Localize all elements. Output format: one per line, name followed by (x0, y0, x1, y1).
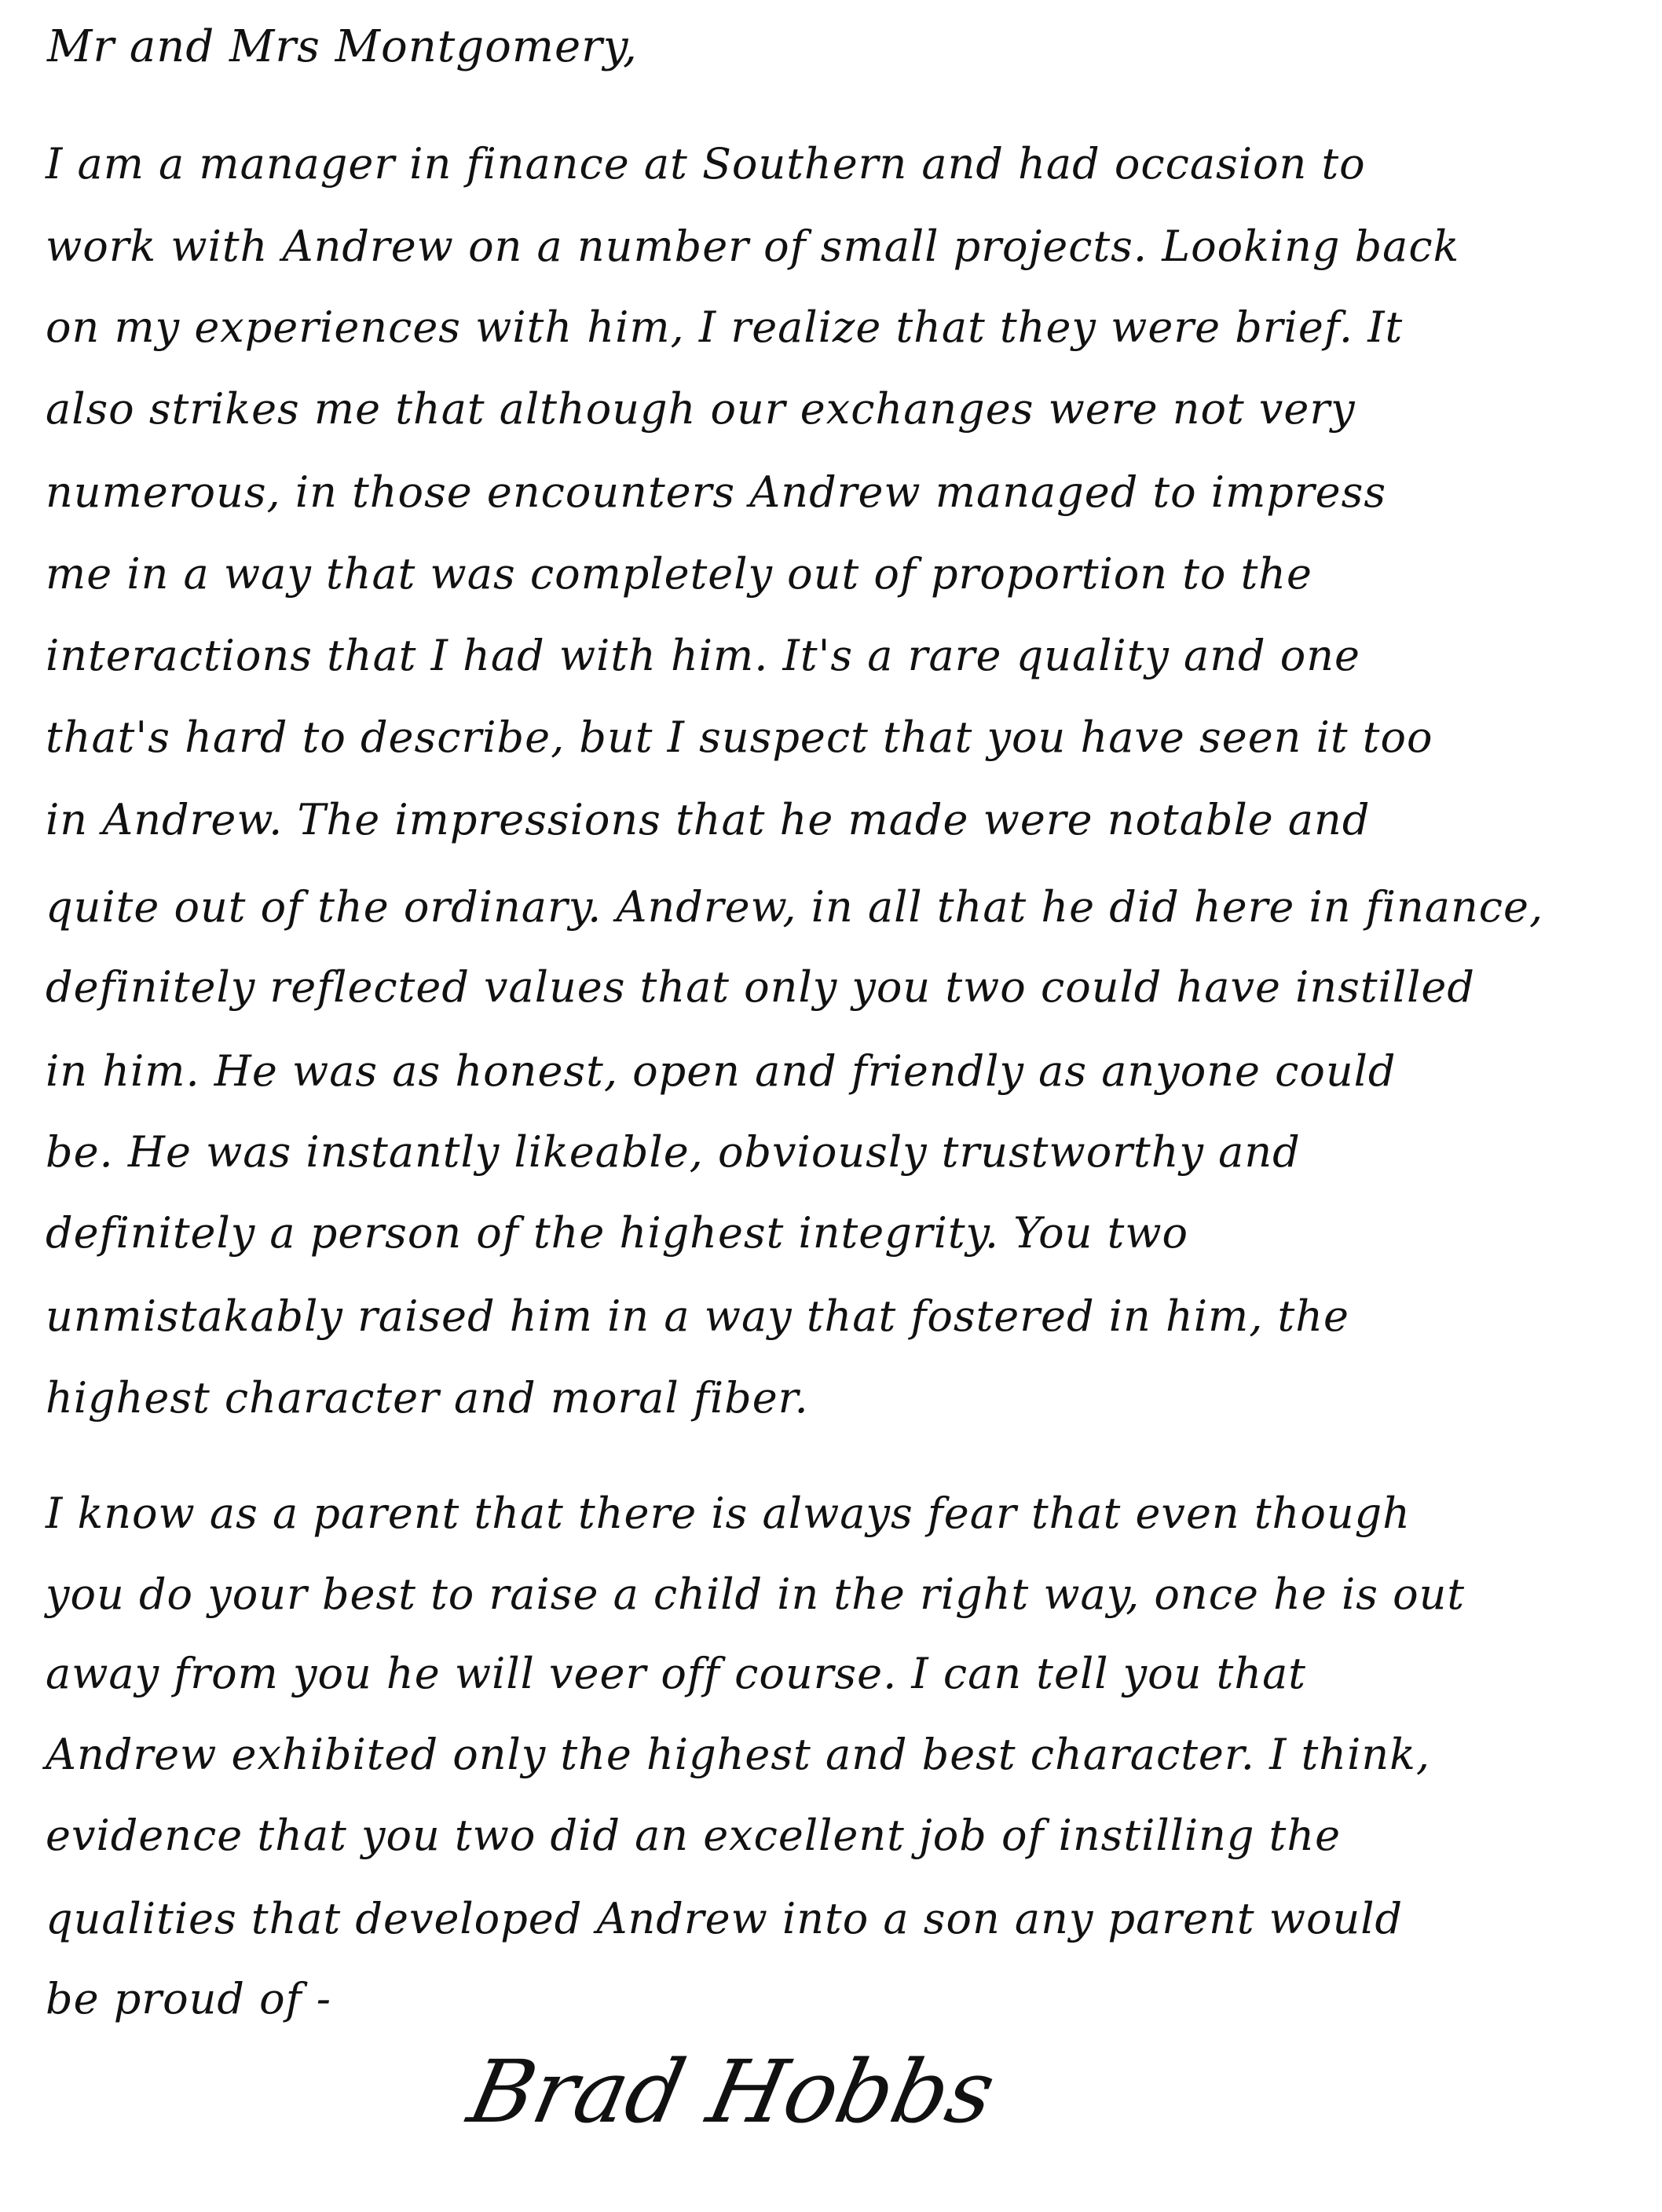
letter-line: evidence that you two did an excellent job of instilling the (46, 1811, 1342, 1860)
letter-line: quite out of the ordinary. Andrew, in all that he did here in finance, (46, 882, 1544, 932)
letter-line: be. He was instantly likeable, obviously trustworthy and (46, 1127, 1301, 1177)
letter-line: definitely a person of the highest integrity. You two (46, 1208, 1189, 1258)
letter-line: I am a manager in finance at Southern and had occasion to (46, 139, 1366, 189)
letter-line: away from you he will veer off course. I can tell you that (46, 1649, 1306, 1698)
letter-line: Andrew exhibited only the highest and best character. I think, (46, 1730, 1430, 1779)
letter-line: me in a way that was completely out of proportion to the (46, 549, 1313, 599)
letter-line: unmistakably raised him in a way that fostered in him, the (46, 1291, 1349, 1341)
letter-line: interactions that I had with him. It's a rare quality and one (46, 631, 1361, 680)
letter-line: you do your best to raise a child in the right way, once he is out (46, 1569, 1466, 1619)
letter-line: numerous, in those encounters Andrew managed to impress (46, 467, 1387, 517)
salutation: Mr and Mrs Montgomery, (47, 21, 638, 72)
letter-line: highest character and moral fiber. (46, 1373, 809, 1423)
signature: Brad Hobbs (460, 2042, 1004, 2142)
letter-line: in Andrew. The impressions that he made were notable and (46, 795, 1371, 844)
letter-line: definitely reflected values that only you two could have instilled (46, 962, 1475, 1012)
letter-line: on my experiences with him, I realize that they were brief. It (46, 302, 1404, 352)
letter-line: also strikes me that although our exchanges were not very (46, 384, 1356, 434)
letter-line: work with Andrew on a number of small projects. Looking back (46, 222, 1460, 271)
letter-line: that's hard to describe, but I suspect that you have seen it too (46, 712, 1433, 762)
letter-line: I know as a parent that there is always fear that even though (46, 1489, 1411, 1538)
letter-line: in him. He was as honest, open and friendly as anyone could (46, 1046, 1397, 1096)
letter-line: be proud of - (46, 1974, 331, 2023)
letter-line: qualities that developed Andrew into a son any parent would (46, 1894, 1404, 1943)
